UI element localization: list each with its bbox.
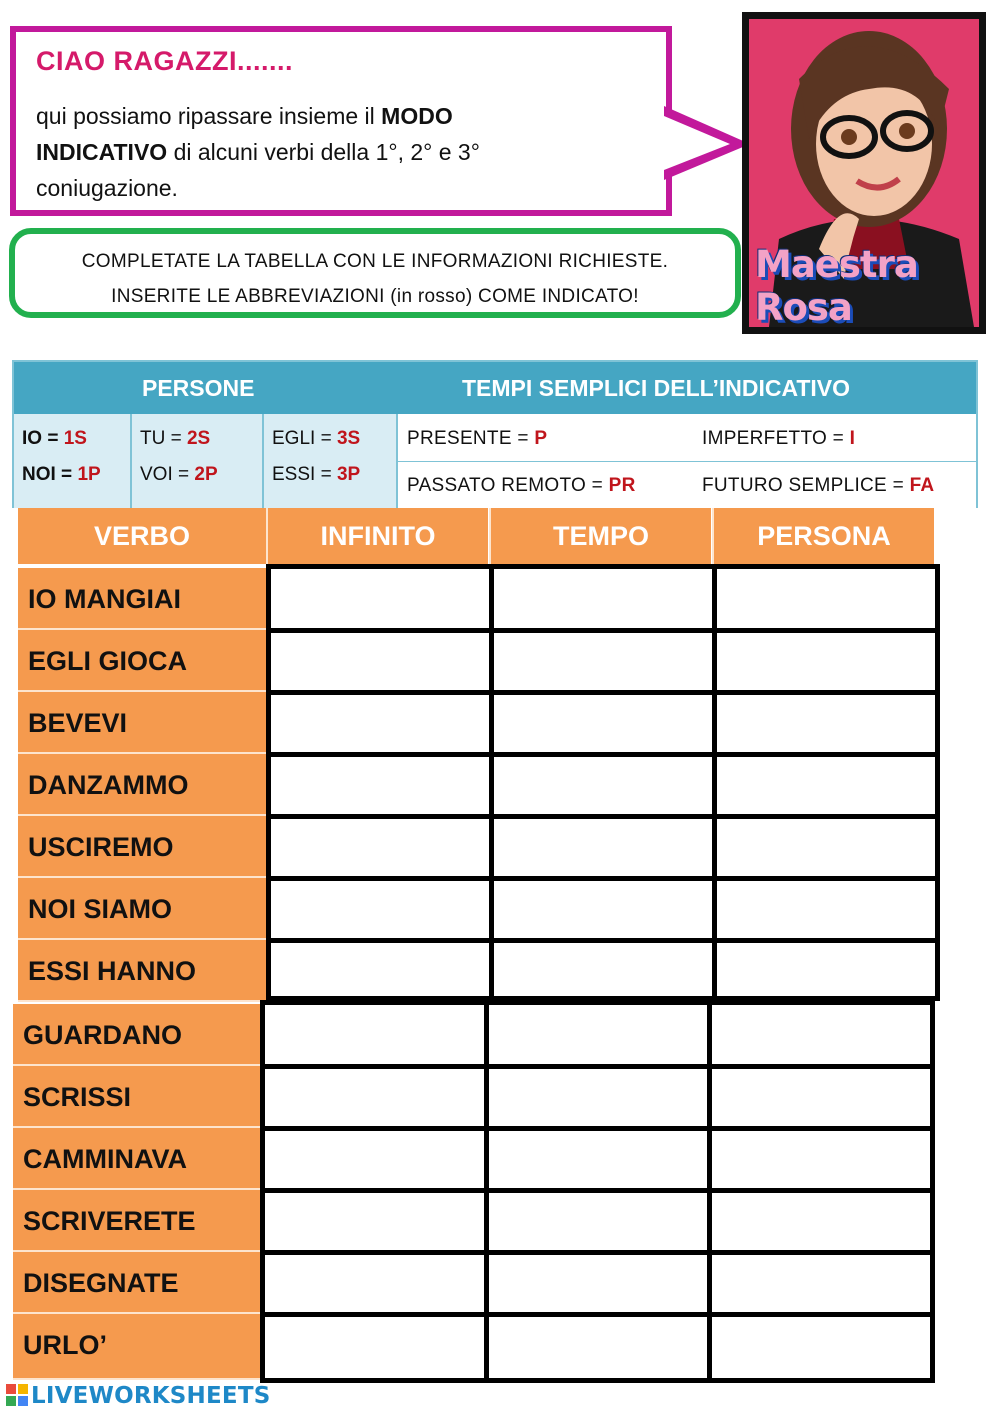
footer-brand: LIVEWORKSHEETS	[31, 1383, 271, 1409]
legend-person-line	[140, 464, 218, 486]
answer-cell	[271, 695, 484, 747]
header-divider	[266, 508, 268, 564]
tempo-input[interactable]	[494, 819, 707, 871]
legend-divider	[398, 461, 976, 462]
legend-person-line	[140, 428, 210, 450]
legend-person-code: 3P	[336, 464, 361, 485]
answer-cell	[489, 1005, 702, 1059]
answer-cell	[494, 881, 707, 933]
persona-input[interactable]	[717, 633, 930, 685]
tempo-input[interactable]	[489, 1255, 702, 1307]
tempo-input[interactable]	[489, 1131, 702, 1183]
tempo-input[interactable]	[489, 1069, 702, 1121]
legend-tempo-label: IMPERFETTO =	[702, 428, 850, 449]
answer-cell	[712, 1131, 925, 1183]
answer-cell	[271, 757, 484, 809]
legend-person-label: TU =	[140, 428, 187, 449]
header-infinito: INFINITO	[268, 508, 488, 564]
answer-cell	[489, 1069, 702, 1121]
answer-cell	[265, 1131, 479, 1183]
answer-cell	[712, 1255, 925, 1307]
legend-header-tempi: TEMPI SEMPLICI DELL’INDICATIVO	[462, 375, 851, 401]
legend-tempo-code: PR	[608, 475, 636, 496]
infinito-input[interactable]	[265, 1255, 479, 1307]
legend-person-code: 1P	[77, 464, 101, 485]
intro-text-bold: MODO	[381, 103, 453, 129]
legend-person-label: EGLI =	[272, 428, 337, 449]
legend-person-3	[264, 414, 398, 508]
tempo-input[interactable]	[494, 881, 707, 933]
tempo-input[interactable]	[489, 1317, 702, 1378]
infinito-input[interactable]	[271, 569, 484, 623]
legend-tempo-code: I	[849, 428, 856, 449]
answer-cell	[717, 695, 930, 747]
answer-cell	[271, 569, 484, 623]
answer-cell	[271, 633, 484, 685]
persona-input[interactable]	[712, 1317, 925, 1378]
legend-tempo-label: PRESENTE =	[407, 428, 535, 449]
verb-label: EGLI GIOCA	[18, 630, 266, 690]
answer-cell	[717, 819, 930, 871]
infinito-input[interactable]	[271, 633, 484, 685]
teacher-avatar	[742, 12, 986, 334]
persona-input[interactable]	[717, 943, 930, 996]
tempo-input[interactable]	[489, 1005, 702, 1059]
infinito-input[interactable]	[271, 881, 484, 933]
answer-cell	[494, 943, 707, 996]
legend-tempo-futuro	[702, 475, 934, 497]
verb-label: BEVEVI	[18, 692, 266, 752]
greeting-title: CIAO RAGAZZI.......	[36, 46, 293, 76]
instructions-box	[9, 228, 741, 318]
legend-header-persone: PERSONE	[142, 375, 255, 401]
legend-tempo-imperfetto	[702, 428, 855, 450]
verb-label: USCIREMO	[18, 816, 266, 876]
legend-tempo-code: FA	[909, 475, 935, 496]
legend-person-label: VOI =	[140, 464, 195, 485]
persona-input[interactable]	[712, 1069, 925, 1121]
answer-cell	[271, 819, 484, 871]
answer-cell	[494, 569, 707, 623]
intro-text	[36, 98, 596, 206]
intro-text-part: coniugazione.	[36, 175, 178, 201]
legend-person-label: ESSI =	[272, 464, 337, 485]
verb-label: GUARDANO	[13, 1004, 261, 1064]
persona-input[interactable]	[717, 881, 930, 933]
verb-label: CAMMINAVA	[13, 1128, 261, 1188]
tempo-input[interactable]	[494, 569, 707, 623]
answer-cell	[494, 633, 707, 685]
persona-input[interactable]	[712, 1131, 925, 1183]
verb-label: SCRIVERETE	[13, 1190, 261, 1250]
legend-person-line	[272, 428, 360, 450]
tempo-input[interactable]	[494, 757, 707, 809]
legend-tempo-code: P	[534, 428, 548, 449]
legend-person-code: 1S	[63, 428, 87, 449]
infinito-input[interactable]	[265, 1131, 479, 1183]
persona-input[interactable]	[717, 757, 930, 809]
answer-cell	[712, 1317, 925, 1378]
header-persona: PERSONA	[714, 508, 934, 564]
verb-label: DANZAMMO	[18, 754, 266, 814]
answer-cell	[712, 1069, 925, 1121]
answer-cell	[717, 881, 930, 933]
answer-cell	[265, 1069, 479, 1121]
legend-header	[14, 362, 976, 414]
liveworksheets-logo-icon	[6, 1384, 28, 1406]
header-tempo: TEMPO	[491, 508, 711, 564]
legend-tempo-label: PASSATO REMOTO =	[407, 475, 609, 496]
infinito-input[interactable]	[265, 1193, 479, 1245]
answer-cell	[494, 695, 707, 747]
answer-cell	[494, 757, 707, 809]
infinito-input[interactable]	[265, 1005, 479, 1059]
tempo-input[interactable]	[489, 1193, 702, 1245]
answer-cell	[265, 1317, 479, 1378]
legend-tempo-passato-remoto	[407, 475, 636, 497]
legend-table	[12, 360, 978, 508]
answer-cell	[717, 943, 930, 996]
legend-person-code: 3S	[336, 428, 361, 449]
answer-cell	[717, 633, 930, 685]
answer-cell	[494, 819, 707, 871]
tempo-input[interactable]	[494, 943, 707, 996]
legend-tempo-label: FUTURO SEMPLICE =	[702, 475, 910, 496]
answer-cell	[271, 943, 484, 996]
answer-cell	[489, 1317, 702, 1378]
infinito-input[interactable]	[271, 819, 484, 871]
persona-input[interactable]	[717, 569, 930, 623]
legend-person-code: 2S	[186, 428, 211, 449]
answer-cell	[265, 1193, 479, 1245]
legend-person-line	[272, 464, 360, 486]
legend-person-line	[22, 428, 87, 450]
header-divider	[712, 508, 714, 564]
persona-input[interactable]	[712, 1193, 925, 1245]
tempo-input[interactable]	[494, 633, 707, 685]
infinito-input[interactable]	[265, 1069, 479, 1121]
intro-text-part: di alcuni verbi della 1°, 2° e 3°	[167, 139, 480, 165]
persona-input[interactable]	[712, 1005, 925, 1059]
verb-label: SCRISSI	[13, 1066, 261, 1126]
legend-person-label: NOI =	[22, 464, 78, 485]
intro-text-bold: INDICATIVO	[36, 139, 168, 165]
answer-cell	[717, 757, 930, 809]
instructions-line-1: COMPLETATE LA TABELLA CON LE INFORMAZIONI RICHIESTE.	[81, 251, 669, 272]
persona-input[interactable]	[717, 695, 930, 747]
answer-cell	[712, 1193, 925, 1245]
infinito-input[interactable]	[271, 943, 484, 996]
answer-cell	[489, 1131, 702, 1183]
legend-person-1	[14, 414, 132, 508]
answer-cell	[717, 569, 930, 623]
answer-cell	[271, 881, 484, 933]
verb-label: URLO’	[13, 1314, 261, 1378]
answer-cell	[489, 1255, 702, 1307]
speech-bubble	[10, 26, 672, 216]
legend-person-2	[132, 414, 264, 508]
legend-tempi	[398, 414, 976, 508]
infinito-input[interactable]	[271, 695, 484, 747]
tempo-input[interactable]	[494, 695, 707, 747]
liveworksheets-footer[interactable]	[6, 1383, 270, 1409]
legend-person-label: IO =	[22, 428, 64, 449]
instructions-line-2: INSERITE LE ABBREVIAZIONI (in rosso) COME INDICATO!	[111, 286, 639, 307]
header-divider	[489, 508, 491, 564]
legend-person-line	[22, 464, 101, 486]
persona-input[interactable]	[712, 1255, 925, 1307]
verb-label: IO MANGIAI	[18, 568, 266, 628]
avatar-label: Maestra Rosa	[755, 243, 918, 329]
legend-tempo-presente	[407, 428, 547, 450]
infinito-input[interactable]	[271, 757, 484, 809]
answer-cell	[489, 1193, 702, 1245]
legend-person-code: 2P	[194, 464, 218, 485]
verb-label: DISEGNATE	[13, 1252, 261, 1312]
answer-cell	[712, 1005, 925, 1059]
verb-label: ESSI HANNO	[18, 940, 266, 1000]
intro-text-part: qui possiamo ripassare insieme il	[36, 103, 382, 129]
header-verbo: VERBO	[18, 508, 266, 564]
infinito-input[interactable]	[265, 1317, 479, 1378]
answer-cell	[265, 1255, 479, 1307]
verb-label: NOI SIAMO	[18, 878, 266, 938]
persona-input[interactable]	[717, 819, 930, 871]
answer-cell	[265, 1005, 479, 1059]
